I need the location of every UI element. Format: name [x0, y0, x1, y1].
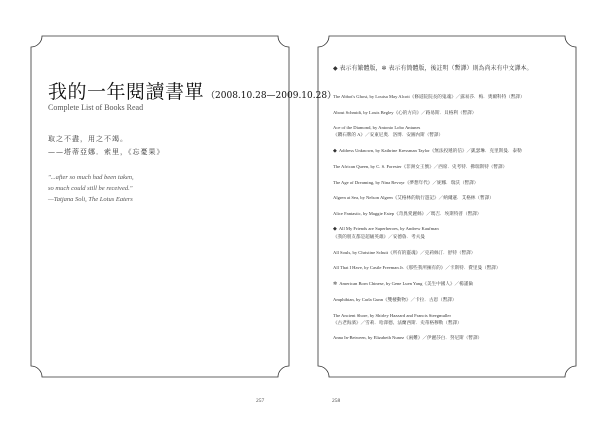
left-page: [28, 33, 337, 380]
book-entry-text: Alice Fantastic, by Maggie Estep《奇異愛麗絲》／瑪吉．埃斯特普（暫譯）: [333, 210, 482, 216]
page-number-left: 257: [256, 398, 265, 404]
chinese-quote: [48, 133, 165, 159]
book-entry-text: All My Friends are Superheroes, by Andrew Kaufman: [338, 226, 439, 231]
book-entry: [333, 194, 563, 201]
book-entry-text: The African Queen, by C. S. Forester《非洲女王號》／西席．史考特．佛瑞斯特（暫譯）: [333, 164, 508, 169]
book-entry-line: [333, 296, 563, 303]
book-entry: [333, 280, 563, 288]
book-entry-line: [333, 131, 563, 138]
book-entry: [333, 210, 563, 217]
list-title: 我的一年閱讀書單: [48, 81, 205, 103]
book-entry-line: [333, 319, 563, 326]
book-entry-line: [333, 210, 563, 217]
book-entry-line: [333, 109, 563, 116]
book-entry-text: Anna In-Between, by Elizabeth Nunez《兩難》／伊麗莎白．努尼斯（暫譯）: [333, 335, 483, 340]
edition-mark: ◆: [333, 227, 337, 232]
book-entry: [333, 264, 563, 271]
edition-mark: ✲: [333, 281, 338, 287]
book-entry-line: [333, 233, 563, 240]
book-entry-text: All Souls, by Christine Schutt《所有的靈魂》／克莉絲汀．舒特（暫譯）: [333, 249, 476, 255]
book-entry-line: [333, 225, 563, 233]
book-entry-line: [333, 179, 563, 186]
book-entry-line: [333, 194, 563, 201]
book-entry-text: About Schmidt, by Louis Begley《心的方向》／路易斯．貝格利（暫譯）: [333, 109, 477, 115]
book-entry: [333, 93, 563, 100]
book-entry-line: [333, 163, 563, 170]
english-quote: [48, 172, 134, 205]
chinese-quote-line: 取之不盡，用之不竭。: [48, 135, 128, 143]
book-entry-text: 《我的朋友都是超級英雄》／安德魯．考夫曼: [333, 234, 425, 239]
list-title-row: [48, 77, 336, 104]
page-number-right: 258: [332, 398, 341, 404]
book-entry-text: The Ancient Shore, by Shirley Hazzard and Francis Steegmuller: [333, 312, 451, 318]
book-entry: [333, 179, 563, 186]
book-entry-line: [333, 249, 563, 256]
book-entry-line: [333, 124, 563, 131]
book-entry-line: [333, 93, 563, 100]
book-entry-line: [333, 280, 563, 288]
right-page: [315, 33, 579, 380]
legend-note: ◆ 表示有繁體版，✲ 表示有簡體版，後註明（暫譯）則為尚未有中文譯本。: [333, 65, 533, 72]
edition-mark: ◆: [333, 148, 337, 154]
book-entry-text: The Abbot's Ghost, by Louisa May Alcott《修道院院長的鬼魂》／露易莎．梅．奧爾科特（暫譯）: [333, 94, 525, 99]
book-entry: [333, 147, 563, 155]
book-entry-text: The Age of Dreaming, by Nina Revoyr《夢想年代》／妮娜．瑞沃（暫譯）: [333, 179, 479, 185]
book-entry-text: Amphibian, by Carla Gunn《雙棲動物》／卡拉．古恩（暫譯）: [333, 297, 457, 302]
book-entry: [333, 124, 563, 138]
chinese-quote-attribution: ——塔蒂亞娜．索里，《忘憂果》: [48, 148, 165, 156]
book-entry: [333, 334, 563, 341]
book-entry-text: American Born Chinese, by Gene Luen Yang《美生中國人》／楊謹倫: [339, 280, 473, 286]
book-entry-line: [333, 312, 563, 319]
book-entry-text: 《古老海濱》／雪莉．哈澤德、法蘭西斯．史蒂格穆勒（暫譯）: [333, 319, 462, 325]
book-entry-text: 《鑽石牌的 A》／安東尼奧．洛博．安圖內斯（暫譯）: [333, 132, 444, 137]
book-entry-text: Address Unknown, by Kathrine Kressman Taylor《無法投遞的信》／凱瑟琳．克里斯曼．泰勒: [338, 147, 522, 153]
book-entry-line: [333, 147, 563, 155]
list-subtitle: Complete List of Books Read: [48, 103, 144, 112]
book-entry-line: [333, 334, 563, 341]
book-entry-line: [333, 264, 563, 271]
book-entry-text: Algren at Sea, by Nelson Algren《艾格林的航行遊記》／納爾遜．艾格林（暫譯）: [333, 195, 494, 200]
book-entry: [333, 312, 563, 326]
book-entry: [333, 296, 563, 303]
book-list: [333, 93, 563, 350]
english-quote-line: so much could still be received.": [48, 185, 133, 192]
english-quote-line: "...after so much had been taken,: [48, 174, 134, 181]
date-range: （2008.10.28—2009.10.28）: [206, 91, 337, 101]
book-entry: [333, 109, 563, 116]
book-entry: [333, 249, 563, 256]
english-quote-attribution: —Tatjana Soli, The Lotus Eaters: [48, 196, 133, 203]
book-entry-text: Ace of the Diamond, by Antonio Lobo Antunes: [333, 125, 421, 130]
book-entry: [333, 163, 563, 170]
book-entry-text: All That I Have, by Castle Freeman Jr.《那些我所擁有的》／卡斯特．費里曼（暫譯）: [333, 265, 501, 270]
book-entry: [333, 225, 563, 240]
